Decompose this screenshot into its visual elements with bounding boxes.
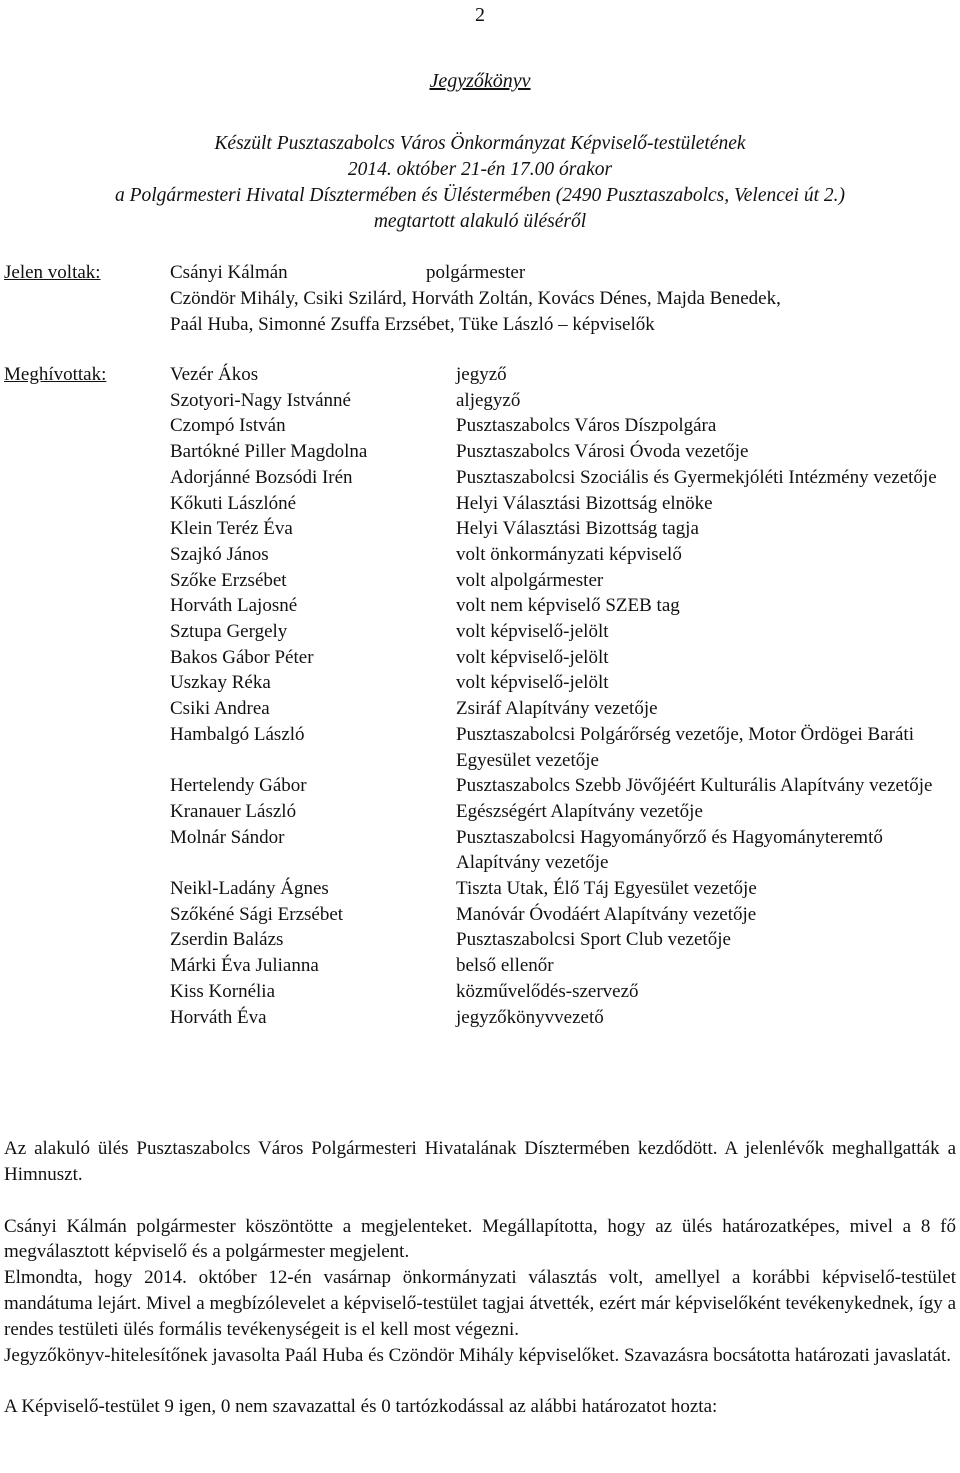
- invited-row: [4, 799, 956, 825]
- invited-row: [4, 491, 956, 517]
- invited-name: Sztupa Gergely: [170, 621, 288, 643]
- invited-role: Pusztaszabolcs Városi Óvoda vezetője: [456, 441, 749, 463]
- invited-name: Kiss Kornélia: [170, 980, 276, 1002]
- invited-role: Helyi Választási Bizottság tagja: [456, 518, 699, 540]
- members-line: Paál Huba, Simonné Zsuffa Erzsébet, Tüke László – képviselők: [170, 314, 655, 335]
- invited-role: Egészségért Alapítvány vezetője: [456, 800, 703, 822]
- header-line: 2014. október 21-én 17.00 órakor: [347, 159, 613, 180]
- invited-row: [4, 516, 956, 542]
- invited-role: Helyi Választási Bizottság elnöke: [456, 492, 713, 514]
- paragraph: Elmondta, hogy 2014. október 12-én vasárnap önkormányzati választás volt, amellyel a korábbi képviselő-testület mandátuma lejárt. Mivel a megbízólevelet a képviselő-testület tagjai átvették, ezért már képviselőként tevékenykednek, így a rendes testületi ülés formális tevékenységeit is el kell most végezni.: [4, 1267, 956, 1340]
- invited-name: Márki Éva Julianna: [170, 955, 319, 977]
- invited-name: Bartókné Piller Magdolna: [170, 441, 368, 463]
- paragraph: A Képviselő-testület 9 igen, 0 nem szavazattal és 0 tartózkodással az alábbi határozatot hozta:: [4, 1396, 718, 1418]
- invited-label-spacer: [4, 799, 170, 825]
- invited-label-spacer: [4, 696, 170, 722]
- invited-name: Bakos Gábor Péter: [170, 646, 314, 668]
- invited-row: [4, 953, 956, 979]
- invited-role: Pusztaszabolcsi Polgárőrség vezetője, Motor Ördögei Baráti Egyesület vezetője: [456, 723, 914, 771]
- invited-row: [4, 696, 956, 722]
- invited-label-spacer: [4, 388, 170, 414]
- invited-role: Pusztaszabolcsi Sport Club vezetője: [456, 929, 731, 951]
- invited-role: volt képviselő-jelölt: [456, 621, 609, 643]
- members-line: Czöndör Mihály, Csiki Szilárd, Horváth Zoltán, Kovács Dénes, Majda Benedek,: [170, 288, 781, 309]
- invited-row: [4, 388, 956, 414]
- invited-role: aljegyző: [456, 389, 521, 411]
- invited-label-spacer: [4, 979, 170, 1005]
- invited-row: [4, 465, 956, 491]
- invited-name: Kranauer László: [170, 800, 297, 822]
- invited-name: Neikl-Ladány Ágnes: [170, 878, 329, 900]
- invited-role: volt képviselő-jelölt: [456, 646, 609, 668]
- invited-row: [4, 670, 956, 696]
- invited-row: [4, 362, 956, 388]
- invited-label-spacer: [4, 516, 170, 542]
- invited-label-spacer: [4, 902, 170, 928]
- invited-row: [4, 619, 956, 645]
- invited-row: [4, 1005, 956, 1031]
- invited-name: Vezér Ákos: [170, 364, 259, 385]
- invited-label-spacer: [4, 542, 170, 568]
- invited-role: közművelődés-szervező: [456, 980, 639, 1002]
- paragraph: Jegyzőkönyv-hitelesítőnek javasolta Paál Huba és Czöndör Mihály képviselőket. Szavazásra bocsátotta határozati javaslatát.: [4, 1344, 952, 1366]
- invited-label-spacer: [4, 670, 170, 696]
- invited-label-spacer: [4, 645, 170, 671]
- invited-label-spacer: [4, 619, 170, 645]
- header-line: a Polgármesteri Hivatal Dísztermében és Üléstermében (2490 Pusztaszabolcs, Velencei út 2.): [114, 185, 846, 206]
- invited-name: Szotyori-Nagy Istvánné: [170, 389, 351, 411]
- invited-role: Tiszta Utak, Élő Táj Egyesület vezetője: [456, 878, 757, 900]
- invited-name: Horváth Lajosné: [170, 595, 298, 617]
- invited-name: Horváth Éva: [170, 1006, 267, 1028]
- invited-role: volt képviselő-jelölt: [456, 672, 609, 694]
- invited-name: Szajkó János: [170, 543, 269, 565]
- invited-role: Manóvár Óvodáért Alapítvány vezetője: [456, 903, 757, 925]
- invited-label-spacer: [4, 1005, 170, 1031]
- present-label: Jelen voltak:: [4, 262, 101, 283]
- invited-name: Szőkéné Sági Erzsébet: [170, 903, 344, 925]
- invited-section: [4, 362, 956, 1030]
- invited-role: Pusztaszabolcsi Hagyományőrző és Hagyományteremtő Alapítvány vezetője: [456, 826, 883, 874]
- invited-role: jegyző: [456, 364, 507, 385]
- minutes-body: [4, 1136, 956, 1420]
- paragraph: Az alakuló ülés Pusztaszabolcs Város Polgármesteri Hivatalának Dísztermében kezdődött. A jelenlévők meghallgatták a Himnuszt.: [4, 1138, 956, 1185]
- invited-row: [4, 773, 956, 799]
- invited-row: [4, 593, 956, 619]
- header-line: megtartott alakuló üléséről: [373, 211, 587, 232]
- invited-label-spacer: [4, 927, 170, 953]
- invited-row: [4, 645, 956, 671]
- invited-label-spacer: [4, 825, 170, 876]
- invited-row: [4, 722, 956, 773]
- invited-label-spacer: [4, 413, 170, 439]
- invited-list: [4, 362, 956, 1030]
- invited-row: [4, 542, 956, 568]
- invited-label-spacer: [4, 722, 170, 773]
- invited-name: Csiki Andrea: [170, 698, 270, 720]
- invited-row: [4, 413, 956, 439]
- invited-row: [4, 439, 956, 465]
- invited-role: Zsiráf Alapítvány vezetője: [456, 698, 658, 720]
- invited-label-spacer: [4, 876, 170, 902]
- invited-name: Hertelendy Gábor: [170, 775, 307, 797]
- invited-name: Zserdin Balázs: [170, 929, 284, 951]
- invited-row: [4, 902, 956, 928]
- invited-role: volt alpolgármester: [456, 569, 604, 591]
- invited-label-spacer: [4, 568, 170, 594]
- invited-label-spacer: [4, 491, 170, 517]
- invited-role: belső ellenőr: [456, 955, 554, 977]
- invited-row: [4, 825, 956, 876]
- invited-name: Adorjánné Bozsódi Irén: [170, 466, 353, 488]
- invited-label-spacer: [4, 953, 170, 979]
- document-header: [0, 131, 960, 235]
- invited-role: Pusztaszabolcs Város Díszpolgára: [456, 415, 717, 437]
- paragraph: Csányi Kálmán polgármester köszöntötte a megjelenteket. Megállapította, hogy az ülés határozatképes, mivel a 8 fő megválasztott képviselő és a polgármester megjelent.: [4, 1215, 956, 1263]
- invited-label-spacer: [4, 593, 170, 619]
- invited-role: Pusztaszabolcs Szebb Jövőjéért Kulturális Alapítvány vezetője: [456, 775, 933, 797]
- document-title: Jegyzőkönyv: [429, 70, 531, 92]
- present-section: [4, 260, 956, 338]
- invited-name: Klein Teréz Éva: [170, 518, 293, 540]
- invited-label: Meghívottak:: [4, 364, 107, 385]
- invited-role: Pusztaszabolcsi Szociális és Gyermekjóléti Intézmény vezetője: [456, 466, 937, 488]
- invited-label-spacer: [4, 465, 170, 491]
- invited-label-spacer: [4, 773, 170, 799]
- invited-row: [4, 979, 956, 1005]
- invited-name: Molnár Sándor: [170, 826, 285, 848]
- invited-name: Czompó István: [170, 415, 286, 437]
- invited-name: Szőke Erzsébet: [170, 569, 287, 591]
- page-number: 2: [475, 4, 485, 26]
- invited-role: volt nem képviselő SZEB tag: [456, 595, 680, 617]
- invited-name: Hambalgó László: [170, 723, 305, 745]
- mayor-role: polgármester: [426, 262, 526, 283]
- invited-role: volt önkormányzati képviselő: [456, 543, 682, 565]
- invited-label-spacer: [4, 439, 170, 465]
- header-line: Készült Pusztaszabolcs Város Önkormányzat Képviselő-testületének: [214, 133, 746, 154]
- mayor-name: Csányi Kálmán: [170, 262, 288, 283]
- invited-row: [4, 927, 956, 953]
- invited-role: jegyzőkönyvvezető: [456, 1006, 604, 1028]
- invited-row: [4, 568, 956, 594]
- invited-row: [4, 876, 956, 902]
- invited-name: Kőkuti Lászlóné: [170, 492, 297, 514]
- invited-name: Uszkay Réka: [170, 672, 271, 694]
